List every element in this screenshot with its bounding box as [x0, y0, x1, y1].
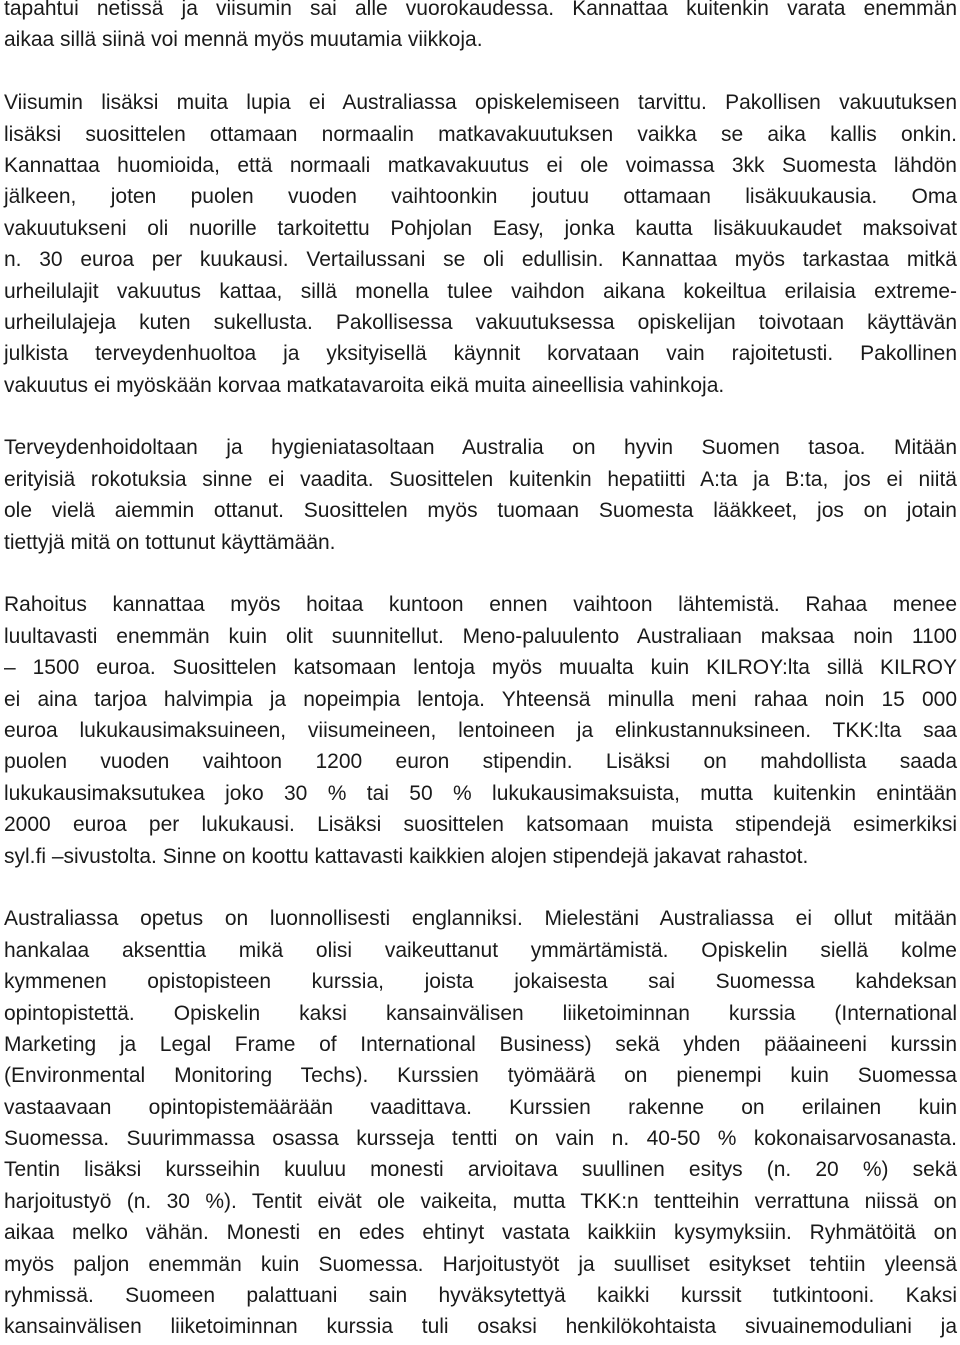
paragraph-gap: [4, 401, 957, 432]
paragraph-gap: [4, 558, 957, 589]
text-line: harjoitustyö (n. 30 %). Tentit eivät ole vaikeita, mutta TKK:n tentteihin verrattuna niissä on: [4, 1189, 957, 1213]
text-line: tapahtui netissä ja viisumin sai alle vuorokaudessa. Kannattaa kuitenkin varata enemmän: [4, 0, 957, 20]
text-line: Marketing ja Legal Frame of International Business) sekä yhden pääaineeni kurssin: [4, 1032, 957, 1056]
text-line: Australiassa opetus on luonnollisesti englanniksi. Mielestäni Australiassa ei ollut mitään: [4, 907, 957, 931]
paragraph-insurance: [4, 87, 957, 401]
text-line: aikaa sillä siinä voi mennä myös muutamia viikkoja.: [4, 28, 483, 52]
text-line: lisäksi suosittelen ottamaan normaalin matkavakuutuksen vaikka se aika kallis onkin.: [4, 122, 957, 146]
text-line: Viisumin lisäksi muita lupia ei Australiassa opiskelemiseen tarvittu. Pakollisen vakuutuksen: [4, 91, 957, 115]
text-line: vastaavaan opintopistemäärään vaadittava. Kurssien rakenne on erilainen kuin: [4, 1095, 957, 1119]
text-line: (Environmental Monitoring Techs). Kurssien työmäärä on pienempi kuin Suomessa: [4, 1064, 957, 1088]
text-line: 2000 euroa per lukukausi. Lisäksi suosittelen katsomaan muista stipendejä esimerkiksi: [4, 813, 957, 837]
text-line: Suomessa. Suurimmassa osassa kursseja tentti on vain n. 40-50 % kokonaisarvosanasta.: [4, 1127, 957, 1151]
text-line: euroa lukukausimaksuineen, viisumeineen, lentoineen ja elinkustannuksineen. TKK:lta saa: [4, 718, 957, 742]
text-line: n. 30 euroa per kuukausi. Vertailussani se oli edullisin. Kannattaa myös tarkastaa mitkä: [4, 248, 957, 272]
document-page: [4, 0, 957, 1343]
paragraph-health: [4, 432, 957, 558]
text-line: urheilulajeja kuten sukellusta. Pakollisessa vakuutuksessa opiskelijan toivotaan käyttävän: [4, 310, 957, 334]
paragraph-gap: [4, 56, 957, 87]
text-line: – 1500 euroa. Suosittelen katsomaan lentoja myös muualta kuin KILROY:lta sillä KILROY: [4, 656, 957, 680]
text-line: kansainvälisen liiketoiminnan kurssia tuli osaksi henkilökohtaista sivuainemoduliani ja: [4, 1315, 957, 1339]
text-line: ole vielä aiemmin ottanut. Suosittelen myös tuomaan Suomesta lääkkeet, jos on jotain: [4, 499, 957, 523]
text-line: tiettyjä mitä on tottunut käyttämään.: [4, 530, 336, 554]
paragraph-visa-timing: [4, 0, 957, 56]
text-line: puolen vuoden vaihtoon 1200 euron stipendin. Lisäksi on mahdollista saada: [4, 750, 957, 774]
paragraph-teaching: [4, 903, 957, 1342]
text-line: syl.fi –sivustolta. Sinne on koottu kattavasti kaikkien alojen stipendejä jakavat rahastot.: [4, 844, 809, 868]
paragraph-gap: [4, 872, 957, 903]
text-line: julkista terveydenhuoltoa ja yksityisellä käynnit korvataan vain rajoitetusti. Pakollinen: [4, 342, 957, 366]
text-line: ryhmissä. Suomeen palattuani sain hyväksytettyä kaikki kurssit tutkintooni. Kaksi: [4, 1284, 957, 1308]
paragraph-funding: [4, 589, 957, 872]
text-line: hankalaa aksenttia mikä olisi vaikeuttanut ymmärtämistä. Opiskelin siellä kolme: [4, 938, 957, 962]
text-line: Tentin lisäksi kursseihin kuuluu monesti arvioitava suullinen esitys (n. 20 %) sekä: [4, 1158, 957, 1182]
text-line: lukukausimaksutukea joko 30 % tai 50 % lukukausimaksuista, mutta kuitenkin enintään: [4, 781, 957, 805]
text-line: luultavasti enemmän kuin olit suunnitellut. Meno-paluulento Australiaan maksaa noin 1100: [4, 624, 957, 648]
text-line: opintopistettä. Opiskelin kaksi kansainvälisen liiketoiminnan kurssia (International: [4, 1001, 957, 1025]
text-line: kymmenen opistopisteen kurssia, joista jokaisesta sai Suomessa kahdeksan: [4, 970, 957, 994]
text-line: vakuutus ei myöskään korvaa matkatavaroita eikä muita aineellisia vahinkoja.: [4, 373, 725, 397]
text-line: ei aina tarjoa halvimpia ja nopeimpia lentoja. Yhteensä minulla meni rahaa noin 15 000: [4, 687, 957, 711]
text-line: aikaa melko vähän. Monesti en edes ehtinyt vastata kaikkiin kysymyksiin. Ryhmätöitä on: [4, 1221, 957, 1245]
text-line: Kannattaa huomioida, että normaali matkavakuutus ei ole voimassa 3kk Suomesta lähdön: [4, 153, 957, 177]
text-line: Rahoitus kannattaa myös hoitaa kuntoon ennen vaihtoon lähtemistä. Rahaa menee: [4, 593, 957, 617]
text-line: Terveydenhoidoltaan ja hygieniatasoltaan Australia on hyvin Suomen tasoa. Mitään: [4, 436, 957, 460]
text-line: vakuutukseni oli nuorille tarkoitettu Pohjolan Easy, jonka kautta lisäkuukaudet maksoivat: [4, 216, 957, 240]
text-line: erityisiä rokotuksia sinne ei vaadita. Suosittelen kuitenkin hepatiitti A:ta ja B:ta, jos ei niitä: [4, 467, 957, 491]
text-line: urheilulajit vakuutus kattaa, sillä monella tulee vaihdon aikana kokeiltua erilaisia extreme-: [4, 279, 957, 303]
text-line: jälkeen, joten puolen vuoden vaihtoonkin joutuu ottamaan lisäkuukausia. Oma: [4, 185, 957, 209]
text-line: myös paljon enemmän kuin Suomessa. Harjoitustyöt ja suulliset esitykset tehtiin yleensä: [4, 1252, 957, 1276]
